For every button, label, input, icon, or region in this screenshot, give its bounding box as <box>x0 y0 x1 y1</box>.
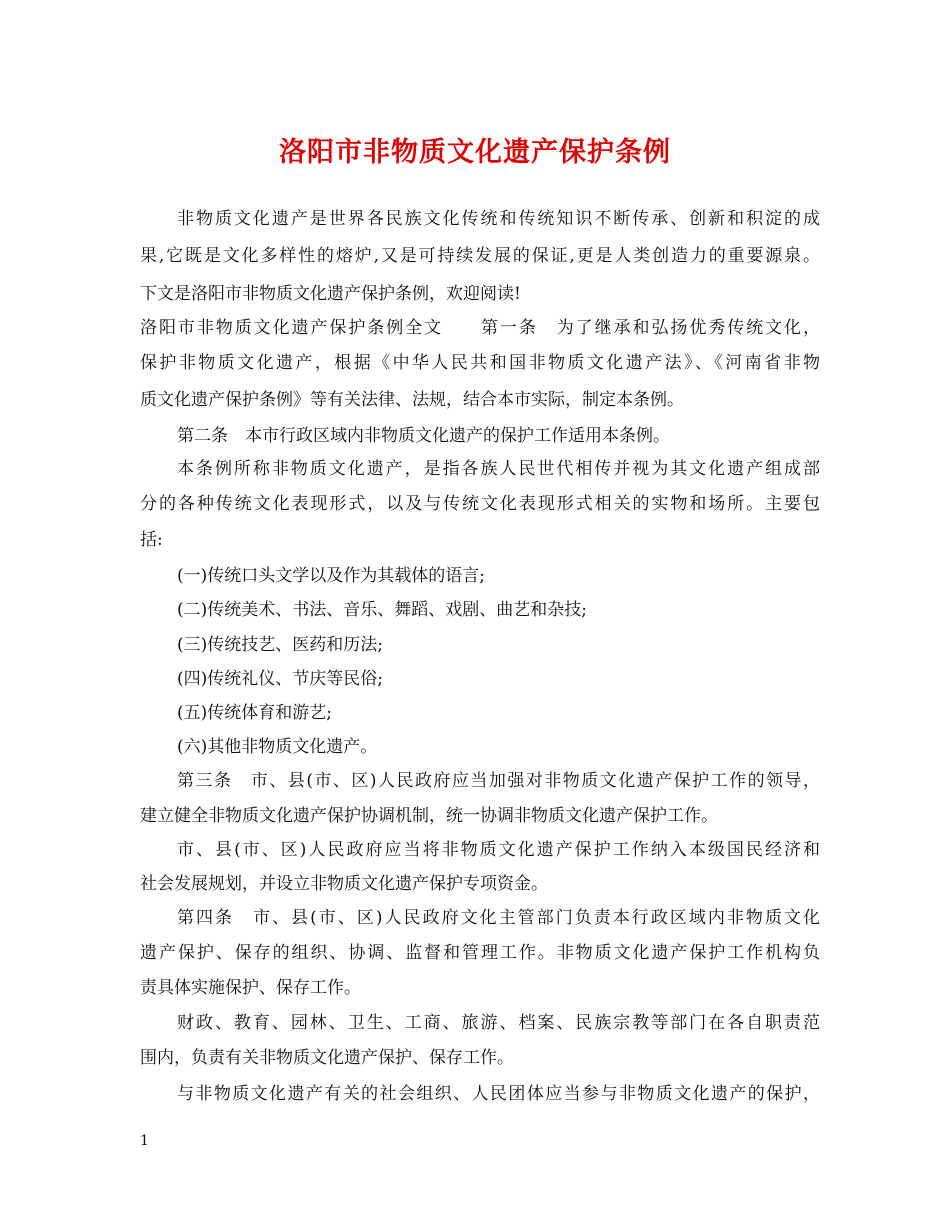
list-item: (六)其他非物质文化遗产。 <box>177 737 378 757</box>
list-item: (三)传统技艺、医药和历法; <box>177 635 383 655</box>
body-line: 市、县(市、区)人民政府应当将非物质文化遗产保护工作纳入本级国民经济和 <box>177 840 820 860</box>
list-item: (二)传统美术、书法、音乐、舞蹈、戏剧、曲艺和杂技; <box>177 600 587 620</box>
body-line: 遗产保护、保存的组织、协调、监督和管理工作。非物质文化遗产保护工作机构负 <box>140 943 820 963</box>
list-item: (五)传统体育和游艺; <box>177 703 332 723</box>
body-line: 果,它既是文化多样性的熔炉,又是可持续发展的保证,更是人类创造力的重要源泉。 <box>140 246 820 266</box>
body-line: 本条例所称非物质文化遗产，是指各族人民世代相传并视为其文化遗产组成部 <box>177 459 820 479</box>
body-line: 围内，负责有关非物质文化遗产保护、保存工作。 <box>140 1048 514 1068</box>
body-line: 与非物质文化遗产有关的社会组织、人民团体应当参与非物质文化遗产的保护， <box>177 1084 820 1104</box>
page-number: 1 <box>140 1133 149 1149</box>
body-line: 非物质文化遗产是世界各民族文化传统和传统知识不断传承、创新和积淀的成 <box>177 209 820 229</box>
body-line: 社会发展规划，并设立非物质文化遗产保护专项资金。 <box>140 874 548 894</box>
list-item: (四)传统礼仪、节庆等民俗; <box>177 669 383 689</box>
body-line: 括: <box>140 530 163 550</box>
body-line: 洛阳市非物质文化遗产保护条例全文 第一条 为了继承和弘扬优秀传统文化， <box>140 318 820 338</box>
body-line: 第二条 本市行政区域内非物质文化遗产的保护工作适用本条例。 <box>177 426 670 446</box>
body-line: 保护非物质文化遗产，根据《中华人民共和国非物质文化遗产法》、《河南省非物 <box>140 353 820 373</box>
body-line: 第四条 市、县(市、区)人民政府文化主管部门负责本行政区域内非物质文化 <box>177 908 820 928</box>
body-line: 质文化遗产保护条例》等有关法律、法规，结合本市实际，制定本条例。 <box>140 390 684 410</box>
body-line: 责具体实施保护、保存工作。 <box>140 978 361 998</box>
body-line: 分的各种传统文化表现形式，以及与传统文化表现形式相关的实物和场所。主要包 <box>140 494 820 514</box>
body-line: 下文是洛阳市非物质文化遗产保护条例，欢迎阅读! <box>140 284 521 304</box>
body-line: 建立健全非物质文化遗产保护协调机制，统一协调非物质文化遗产保护工作。 <box>140 806 718 826</box>
body-line: 财政、教育、园林、卫生、工商、旅游、档案、民族宗教等部门在各自职责范 <box>177 1013 820 1033</box>
list-item: (一)传统口头文学以及作为其载体的语言; <box>177 566 485 586</box>
document-title: 洛阳市非物质文化遗产保护条例 <box>279 137 671 168</box>
body-line: 第三条 市、县(市、区)人民政府应当加强对非物质文化遗产保护工作的领导， <box>177 771 820 791</box>
